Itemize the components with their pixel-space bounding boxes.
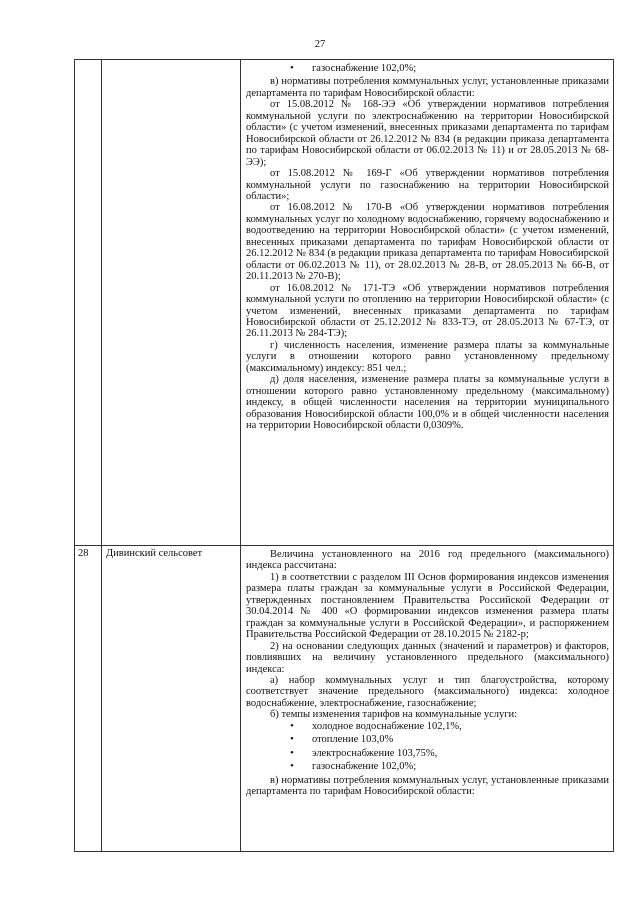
paragraph: Величина установленного на 2016 год предельного (максимального) индекса рассчитана: xyxy=(246,549,609,572)
list-item: • газоснабжение 102,0%; xyxy=(246,761,609,772)
paragraph: в) нормативы потребления коммунальных услуг, установленные приказами департамента по тарифам Новосибирской области: xyxy=(246,774,609,798)
description-cell xyxy=(241,546,614,852)
paragraph: от 15.08.2012 № 169-Г «Об утверждении нормативов потребления коммунальной услуги по газоснабжению на территории Новосибирской области»; xyxy=(246,168,609,202)
table-row xyxy=(75,60,614,546)
list-item: • электроснабжение 103,75%, xyxy=(246,748,609,759)
list-item: • холодное водоснабжение 102,1%, xyxy=(246,721,609,732)
paragraph: от 16.08.2012 № 170-В «Об утверждении нормативов потребления коммунальных услуг по холодному водоснабжению, горячему водоснабжению и водоотведению на территории Новосибирской области» (с учетом изменений, внесенных приказами департамента по тарифам Новосибирской области от 26.12.2012 № 834 (в редакции приказа департамента по тарифам Новосибирской области от 06.02.2013 № 11), от 28.02.2013 № 28-В, от 28.05.2013 № 66-В, от 20.11.2013 № 270-В); xyxy=(246,202,609,283)
paragraph: г) численность населения, изменение размера платы за коммунальные услуги в отношении которого равно установленному предельному (максимальному) индексу: 851 чел.; xyxy=(246,339,609,374)
paragraph: от 16.08.2012 № 171-ТЭ «Об утверждении нормативов потребления коммунальной услуги по отоплению на территории Новосибирской области» (с учетом изменений, внесенных приказами департамента по тарифам Новосибирской области от 25.12.2012 № 833-ТЭ, от 28.05.2013 № 67-ТЭ, от 26.11.2013 № 284-ТЭ); xyxy=(246,282,609,340)
list-item: • газоснабжение 102,0%; xyxy=(246,63,609,74)
paragraph: а) набор коммунальных услуг и тип благоустройства, которому соответствует значение предельного (максимального) индекса: холодное водоснабжение, электроснабжение, газоснабжение; xyxy=(246,674,609,709)
paragraph: в) нормативы потребления коммунальных услуг, установленные приказами департамента по тарифам Новосибирской области: xyxy=(246,76,609,99)
paragraph: 1) в соответствии с разделом III Основ формирования индексов изменения размера платы граждан за коммунальные услуги в Российской Федерации, утвержденных постановлением Правительства Российской Федерации от 30.04.2014 № 400 «О формировании индексов изменения размера платы граждан за коммунальные услуги в Российской Федерации», и распоряжением Правительства Российской Федерации от 28.10.2015 № 2182-р; xyxy=(246,571,609,641)
list-item: • отопление 103,0% xyxy=(246,734,609,745)
paragraph: б) темпы изменения тарифов на коммунальные услуги: xyxy=(270,709,518,721)
page-number: 27 xyxy=(314,39,326,50)
row-number-cell xyxy=(75,60,102,546)
paragraph: 2) на основании следующих данных (значений и параметров) и факторов, повлиявших на величину установленного предельного (максимального) индекса: xyxy=(246,640,609,675)
table-row xyxy=(75,546,614,852)
tariff-table xyxy=(74,59,614,852)
municipality-name-cell xyxy=(102,60,241,546)
paragraph: д) доля населения, изменение размера платы за коммунальные услуги в отношении которого равно установленному предельному (максимальному) индексу, в общей численности населения на территории муниципального образования Новосибирской области 100,0% и в общей численности населения на территории Новосибирской области 0,0309%. xyxy=(246,374,609,432)
municipality-name-cell: Дивинский сельсовет xyxy=(102,546,241,852)
description-cell xyxy=(241,60,614,546)
row-number-cell: 28 xyxy=(75,546,102,852)
paragraph: от 15.08.2012 № 168-ЭЭ «Об утверждении нормативов потребления коммунальной услуги по электроснабжению на территории Новосибирской области» (с учетом изменений, внесенных приказами департамента по тарифам Новосибирской области от 26.12.2012 № 834 (в редакции приказа департамента по тарифам Новосибирской области от 06.02.2013 № 11) и от 28.05.2013 № 68-ЭЭ); xyxy=(246,99,609,168)
